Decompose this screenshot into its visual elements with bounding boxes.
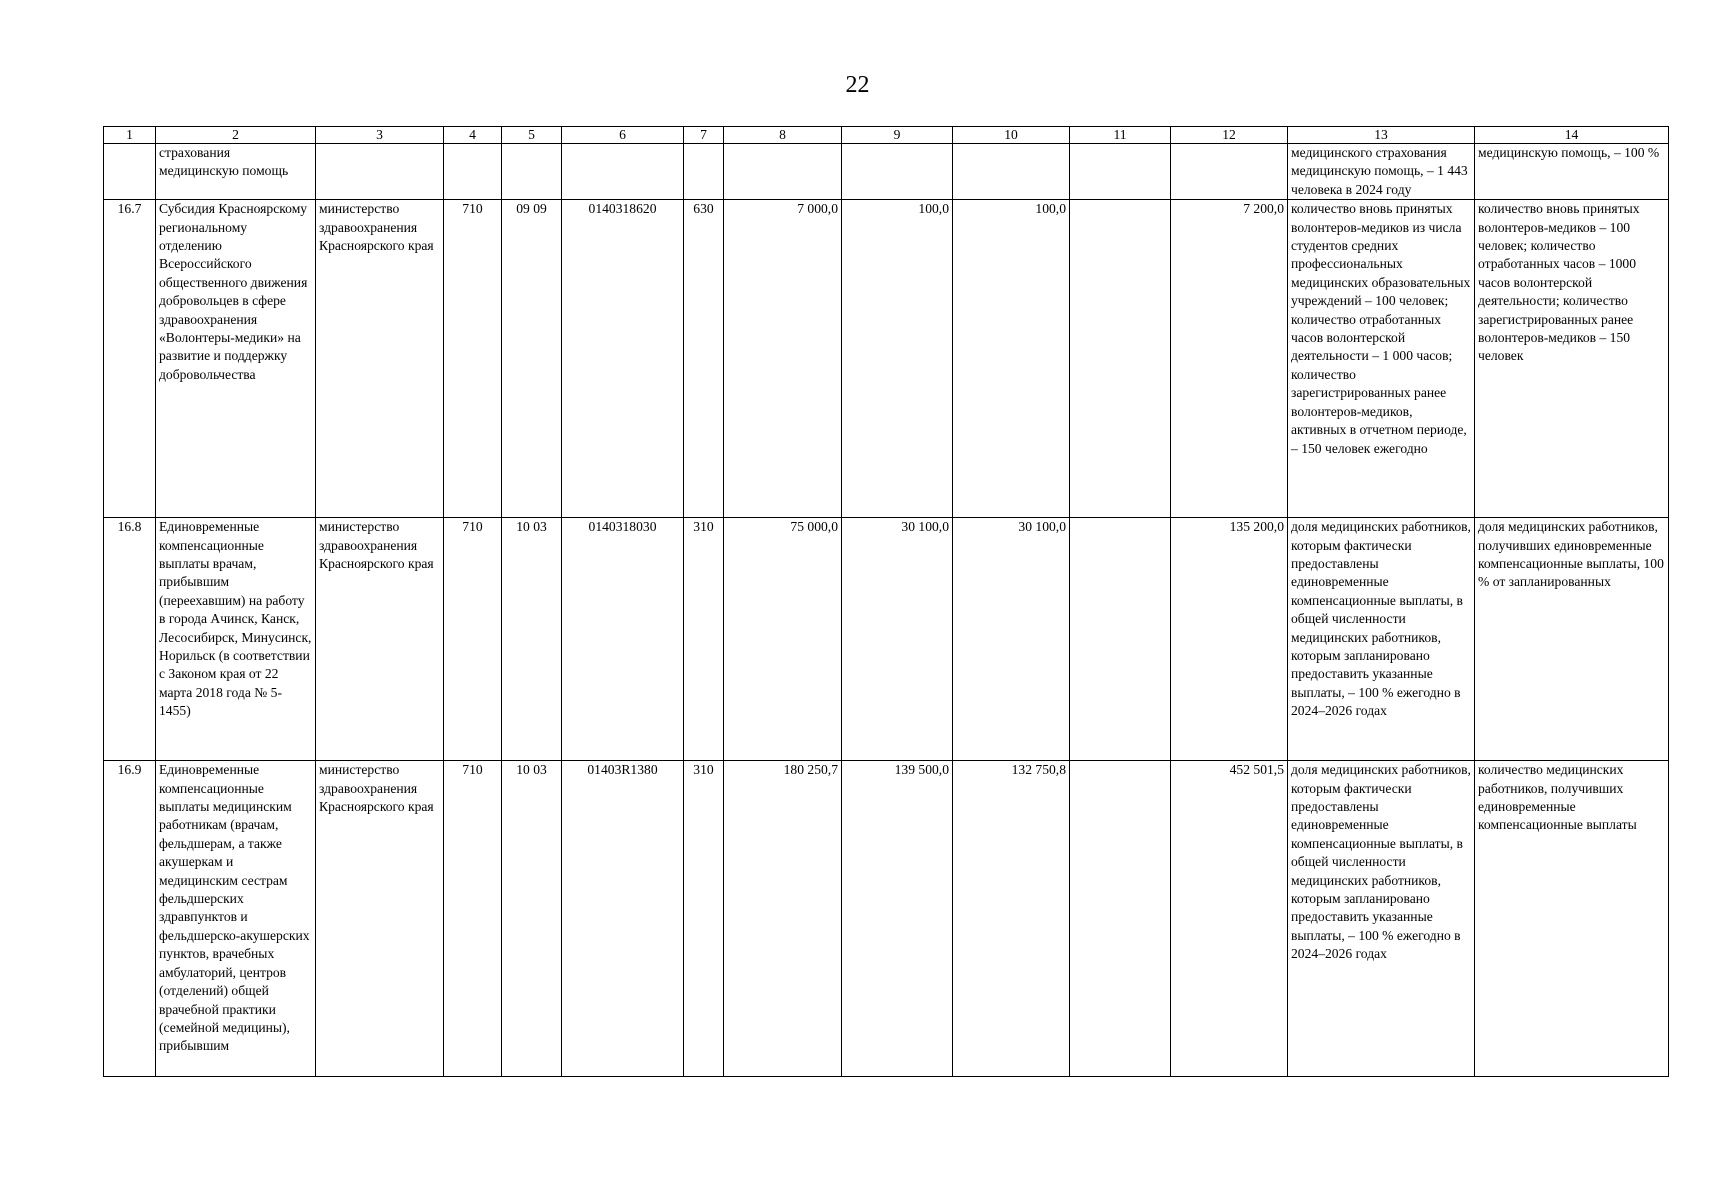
continuation-name: страхования медицинскую помощь	[156, 144, 316, 200]
column-number: 9	[842, 127, 953, 144]
column-number: 3	[316, 127, 444, 144]
budget-table	[103, 126, 1669, 1077]
row-number: 16.8	[104, 518, 156, 761]
column-number: 6	[562, 127, 684, 144]
column-number: 2	[156, 127, 316, 144]
executor: министерство здравоохранения Красноярского края	[316, 518, 444, 761]
expected-result-total: доля медицинских работников, получивших единовременные компенсационные выплаты, 100 % от запланированных	[1475, 518, 1669, 761]
amount-2026: 100,0	[953, 200, 1070, 518]
page-number: 22	[845, 72, 870, 98]
vr-code: 630	[684, 200, 724, 518]
column-number: 4	[444, 127, 502, 144]
expected-result: доля медицинских работников, которым фактически предоставлены единовременные компенсационные выплаты, в общей численности медицинских работников, которым запланировано предоставить указанные выплаты, – 100 % ежегодно в 2024–2026 годах	[1288, 761, 1475, 1077]
measure-name: Единовременные компенсационные выплаты медицинским работникам (врачам, фельдшерам, а также акушеркам и медицинским сестрам фельдшерских здравпунктов и фельдшерско-акушерских пунктов, врачебных амбулаторий, центров (отделений) общей врачебной практики (семейной медицины), прибывшим	[156, 761, 316, 1077]
amount-2025: 139 500,0	[842, 761, 953, 1077]
column-number: 13	[1288, 127, 1475, 144]
column-number: 1	[104, 127, 156, 144]
continuation-row	[104, 144, 1669, 200]
column-number: 5	[502, 127, 562, 144]
csr-code: 01403R1380	[562, 761, 684, 1077]
executor: министерство здравоохранения Красноярского края	[316, 200, 444, 518]
amount-total: 452 501,5	[1171, 761, 1288, 1077]
column-number: 7	[684, 127, 724, 144]
table-row	[104, 200, 1669, 518]
csr-code: 0140318620	[562, 200, 684, 518]
expected-result-total: количество вновь принятых волонтеров-медиков – 100 человек; количество отработанных часов – 1000 часов волонтерской деятельности; количество зарегистрированных ранее волонтеров-медиков – 150 человек	[1475, 200, 1669, 518]
vr-code: 310	[684, 761, 724, 1077]
vr-code: 310	[684, 518, 724, 761]
continuation-result: медицинского страхования медицинскую помощь, – 1 443 человека в 2024 году	[1288, 144, 1475, 200]
rzpr-code: 09 09	[502, 200, 562, 518]
amount-2024: 75 000,0	[724, 518, 842, 761]
rzpr-code: 10 03	[502, 518, 562, 761]
expected-result-total: количество медицинских работников, получивших единовременные компенсационные выплаты	[1475, 761, 1669, 1077]
row-number: 16.7	[104, 200, 156, 518]
column-11-value	[1070, 200, 1171, 518]
column-number: 12	[1171, 127, 1288, 144]
column-11-value	[1070, 761, 1171, 1077]
csr-code: 0140318030	[562, 518, 684, 761]
table-row	[104, 518, 1669, 761]
amount-2025: 100,0	[842, 200, 953, 518]
table-row	[104, 761, 1669, 1077]
amount-2024: 7 000,0	[724, 200, 842, 518]
measure-name: Субсидия Красноярскому региональному отделению Всероссийского общественного движения добровольцев в сфере здравоохранения «Волонтеры-медики» на развитие и поддержку добровольчества	[156, 200, 316, 518]
column-number: 8	[724, 127, 842, 144]
expected-result: количество вновь принятых волонтеров-медиков из числа студентов средних профессиональных медицинских образовательных учреждений – 100 человек; количество отработанных часов волонтерской деятельности – 1 000 часов; количество зарегистрированных ранее волонтеров-медиков, активных в отчетном периоде, – 150 человек ежегодно	[1288, 200, 1475, 518]
measure-name: Единовременные компенсационные выплаты врачам, прибывшим (переехавшим) на работу в города Ачинск, Канск, Лесосибирск, Минусинск, Норильск (в соответствии с Законом края от 22 марта 2018 года № 5-1455)	[156, 518, 316, 761]
column-11-value	[1070, 518, 1171, 761]
continuation-result-total: медицинскую помощь, – 100 %	[1475, 144, 1669, 200]
amount-total: 7 200,0	[1171, 200, 1288, 518]
column-number-row	[104, 127, 1669, 144]
grbs-code: 710	[444, 200, 502, 518]
column-number: 10	[953, 127, 1070, 144]
column-number: 11	[1070, 127, 1171, 144]
grbs-code: 710	[444, 761, 502, 1077]
rzpr-code: 10 03	[502, 761, 562, 1077]
row-number: 16.9	[104, 761, 156, 1077]
amount-2025: 30 100,0	[842, 518, 953, 761]
amount-total: 135 200,0	[1171, 518, 1288, 761]
expected-result: доля медицинских работников, которым фактически предоставлены единовременные компенсационные выплаты, в общей численности медицинских работников, которым запланировано предоставить указанные выплаты, – 100 % ежегодно в 2024–2026 годах	[1288, 518, 1475, 761]
grbs-code: 710	[444, 518, 502, 761]
amount-2026: 30 100,0	[953, 518, 1070, 761]
column-number: 14	[1475, 127, 1669, 144]
amount-2026: 132 750,8	[953, 761, 1070, 1077]
executor: министерство здравоохранения Красноярского края	[316, 761, 444, 1077]
amount-2024: 180 250,7	[724, 761, 842, 1077]
